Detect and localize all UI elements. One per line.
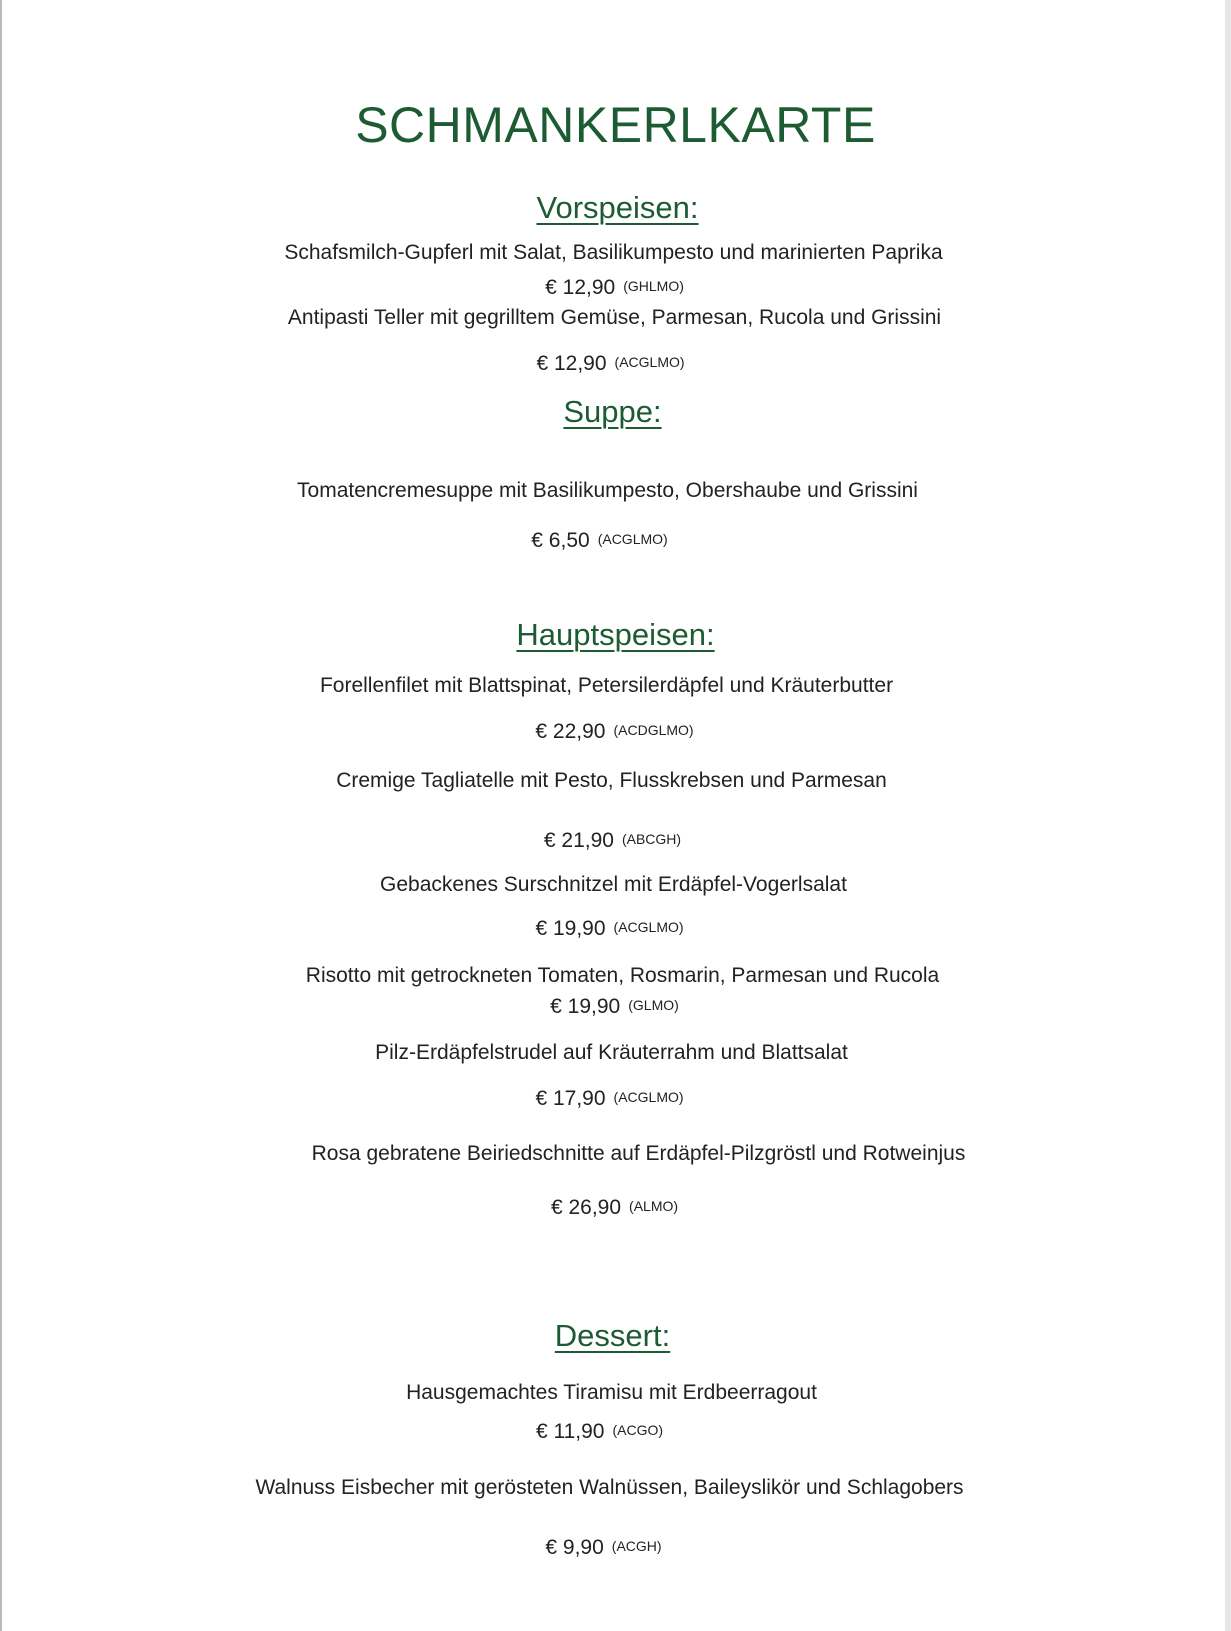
menu-title: SCHMANKERLKARTE (355, 97, 876, 153)
dish-price: € 19,90 (535, 917, 606, 940)
dish-name: Hausgemachtes Tiramisu mit Erdbeerragout (406, 1381, 817, 1404)
dish-price-line (0, 353, 1226, 374)
allergen-codes: (ALMO) (629, 1198, 679, 1214)
dish-name: Forellenfilet mit Blattspinat, Petersilerdäpfel und Kräuterbutter (319, 674, 894, 697)
dish-price: € 21,90 (543, 829, 614, 852)
dish-name: Pilz-Erdäpfelstrudel auf Kräuterrahm und Blattsalat (375, 1041, 848, 1064)
dish-name: Cremige Tagliatelle mit Pesto, Flusskrebsen und Parmesan (336, 769, 887, 792)
dish-price-line (0, 996, 1230, 1017)
dish-price-line (0, 530, 1215, 551)
dish-name: Risotto mit getrockneten Tomaten, Rosmarin, Parmesan und Rucola (305, 964, 940, 987)
allergen-codes: (ABCGH) (621, 831, 682, 847)
dish-price: € 22,90 (535, 720, 606, 743)
dish-name: Gebackenes Surschnitzel mit Erdäpfel-Vogerlsalat (380, 873, 847, 896)
dish-price: € 17,90 (535, 1087, 606, 1110)
dish-price-line (0, 721, 1230, 742)
dish-price-line (0, 1421, 1215, 1442)
dish-price-line (0, 1197, 1230, 1218)
dish-name: Tomatencremesuppe mit Basilikumpesto, Obershaube und Grissini (297, 479, 918, 502)
dish-price-line (0, 277, 1230, 298)
dish-price: € 9,90 (545, 1536, 604, 1559)
allergen-codes: (ACGO) (612, 1422, 664, 1438)
dish-price-line (0, 1088, 1225, 1109)
dish-price: € 26,90 (550, 1196, 622, 1219)
section-heading-hauptspeisen: Hauptspeisen: (516, 617, 715, 652)
section-heading-suppe: Suppe: (563, 394, 662, 429)
dish-price: € 19,90 (550, 995, 621, 1018)
allergen-codes: (ACGLMO) (613, 1089, 684, 1105)
dish-price-line (0, 830, 1228, 851)
allergen-codes: (GHLMO) (623, 278, 684, 294)
allergen-codes: (ACDGLMO) (613, 722, 694, 738)
dish-price: € 6,50 (531, 529, 590, 552)
dish-name: Walnuss Eisbecher mit gerösteten Walnüssen, Baileyslikör und Schlagobers (255, 1476, 964, 1499)
allergen-codes: (ACGH) (611, 1538, 662, 1554)
allergen-codes: (GLMO) (628, 997, 679, 1013)
allergen-codes: (ACGLMO) (597, 531, 668, 547)
section-heading-dessert: Dessert: (554, 1318, 671, 1353)
dish-name: Rosa gebratene Beiriedschnitte auf Erdäpfel-Pilzgröstl und Rotweinjus (311, 1142, 966, 1165)
section-heading-vorspeisen: Vorspeisen: (536, 190, 699, 225)
allergen-codes: (ACGLMO) (613, 919, 684, 935)
dish-name: Antipasti Teller mit gegrilltem Gemüse, Parmesan, Rucola und Grissini (287, 306, 942, 329)
dish-price: € 12,90 (536, 352, 607, 375)
dish-price: € 11,90 (535, 1420, 605, 1443)
dish-price-line (0, 918, 1225, 939)
allergen-codes: (ACGLMO) (614, 354, 685, 370)
dish-name: Schafsmilch-Gupferl mit Salat, Basilikumpesto und marinierten Paprika (284, 241, 943, 264)
dish-price: € 12,90 (545, 276, 616, 299)
dish-price-line (0, 1537, 1219, 1558)
